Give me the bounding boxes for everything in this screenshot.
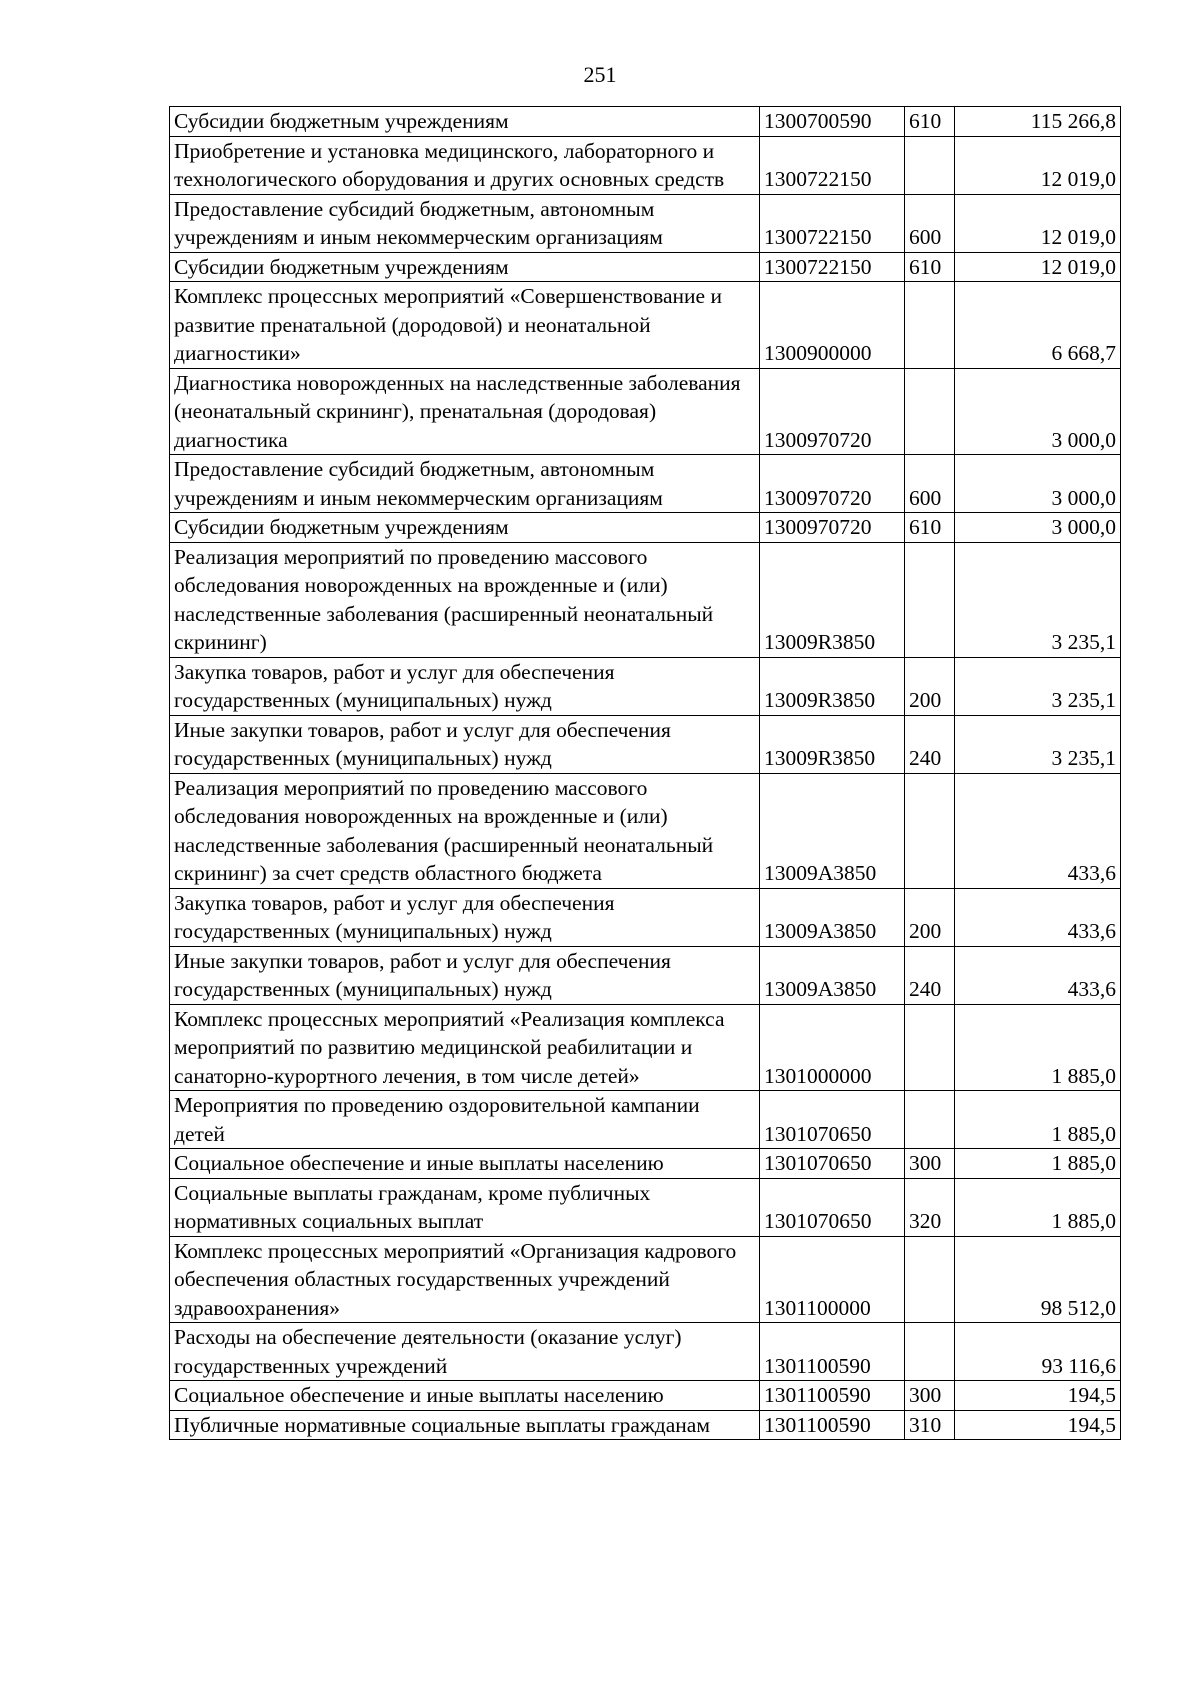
amount-cell: 3 000,0 (955, 455, 1121, 513)
expense-type-cell: 240 (905, 946, 955, 1004)
expense-type-cell: 300 (905, 1149, 955, 1179)
target-code-cell: 1300722150 (760, 252, 905, 282)
target-code-cell: 1300722150 (760, 136, 905, 194)
amount-cell: 3 235,1 (955, 542, 1121, 657)
target-code-cell: 13009A3850 (760, 773, 905, 888)
expense-name-cell: Субсидии бюджетным учреждениям (170, 252, 760, 282)
expense-name-cell: Закупка товаров, работ и услуг для обеспечения государственных (муниципальных) нужд (170, 657, 760, 715)
expense-name-cell: Предоставление субсидий бюджетным, автономным учреждениям и иным некоммерческим организациям (170, 194, 760, 252)
table-row (170, 194, 1121, 252)
amount-cell: 1 885,0 (955, 1149, 1121, 1179)
page-number: 251 (583, 62, 617, 87)
expense-name-cell: Расходы на обеспечение деятельности (оказание услуг) государственных учреждений (170, 1323, 760, 1381)
target-code-cell: 13009R3850 (760, 542, 905, 657)
expense-type-cell: 610 (905, 513, 955, 543)
table-row (170, 1149, 1121, 1179)
expense-type-cell: 610 (905, 252, 955, 282)
expense-type-cell: 310 (905, 1410, 955, 1440)
target-code-cell: 1301070650 (760, 1091, 905, 1149)
expense-type-cell (905, 368, 955, 455)
budget-table-body (170, 107, 1121, 1440)
amount-cell: 194,5 (955, 1381, 1121, 1411)
table-row (170, 1381, 1121, 1411)
expense-name-cell: Мероприятия по проведению оздоровительной кампании детей (170, 1091, 760, 1149)
expense-type-cell (905, 542, 955, 657)
table-row (170, 1004, 1121, 1091)
target-code-cell: 1300970720 (760, 368, 905, 455)
table-row (170, 1323, 1121, 1381)
target-code-cell: 1300700590 (760, 107, 905, 137)
amount-cell: 93 116,6 (955, 1323, 1121, 1381)
expense-name-cell: Субсидии бюджетным учреждениям (170, 513, 760, 543)
expense-type-cell: 600 (905, 194, 955, 252)
target-code-cell: 1301100590 (760, 1323, 905, 1381)
amount-cell: 194,5 (955, 1410, 1121, 1440)
expense-type-cell (905, 773, 955, 888)
expense-type-cell: 320 (905, 1178, 955, 1236)
amount-cell: 433,6 (955, 773, 1121, 888)
expense-name-cell: Комплекс процессных мероприятий «Реализация комплекса мероприятий по развитию медицинской реабилитации и санаторно-курортного лечения, в том числе детей» (170, 1004, 760, 1091)
table-row (170, 888, 1121, 946)
table-row (170, 282, 1121, 369)
table-row (170, 715, 1121, 773)
table-row (170, 657, 1121, 715)
table-row (170, 107, 1121, 137)
table-row (170, 513, 1121, 543)
expense-name-cell: Диагностика новорожденных на наследственные заболевания (неонатальный скрининг), пренатальная (дородовая) диагностика (170, 368, 760, 455)
amount-cell: 1 885,0 (955, 1004, 1121, 1091)
target-code-cell: 1301100590 (760, 1381, 905, 1411)
budget-table (169, 106, 1121, 1440)
amount-cell: 1 885,0 (955, 1178, 1121, 1236)
amount-cell: 12 019,0 (955, 194, 1121, 252)
expense-type-cell (905, 1323, 955, 1381)
amount-cell: 3 235,1 (955, 657, 1121, 715)
amount-cell: 433,6 (955, 888, 1121, 946)
amount-cell: 115 266,8 (955, 107, 1121, 137)
table-row (170, 946, 1121, 1004)
expense-type-cell: 600 (905, 455, 955, 513)
target-code-cell: 1300722150 (760, 194, 905, 252)
amount-cell: 6 668,7 (955, 282, 1121, 369)
expense-type-cell: 240 (905, 715, 955, 773)
expense-type-cell (905, 136, 955, 194)
expense-type-cell (905, 282, 955, 369)
target-code-cell: 13009A3850 (760, 946, 905, 1004)
expense-name-cell: Социальные выплаты гражданам, кроме публичных нормативных социальных выплат (170, 1178, 760, 1236)
target-code-cell: 1301100590 (760, 1410, 905, 1440)
expense-name-cell: Социальное обеспечение и иные выплаты населению (170, 1149, 760, 1179)
target-code-cell: 13009R3850 (760, 657, 905, 715)
amount-cell: 98 512,0 (955, 1236, 1121, 1323)
target-code-cell: 1300970720 (760, 455, 905, 513)
expense-name-cell: Закупка товаров, работ и услуг для обеспечения государственных (муниципальных) нужд (170, 888, 760, 946)
amount-cell: 433,6 (955, 946, 1121, 1004)
target-code-cell: 1300970720 (760, 513, 905, 543)
table-row (170, 1091, 1121, 1149)
expense-name-cell: Реализация мероприятий по проведению массового обследования новорожденных на врожденные и (или) наследственные заболевания (расширенный неонатальный скрининг) (170, 542, 760, 657)
expense-type-cell: 200 (905, 657, 955, 715)
target-code-cell: 1301100000 (760, 1236, 905, 1323)
expense-type-cell (905, 1091, 955, 1149)
amount-cell: 3 000,0 (955, 513, 1121, 543)
amount-cell: 12 019,0 (955, 252, 1121, 282)
expense-name-cell: Комплекс процессных мероприятий «Совершенствование и развитие пренатальной (дородовой) и неонатальной диагностики» (170, 282, 760, 369)
table-row (170, 252, 1121, 282)
target-code-cell: 1300900000 (760, 282, 905, 369)
amount-cell: 12 019,0 (955, 136, 1121, 194)
target-code-cell: 13009A3850 (760, 888, 905, 946)
expense-name-cell: Предоставление субсидий бюджетным, автономным учреждениям и иным некоммерческим организациям (170, 455, 760, 513)
expense-name-cell: Субсидии бюджетным учреждениям (170, 107, 760, 137)
expense-name-cell: Иные закупки товаров, работ и услуг для обеспечения государственных (муниципальных) нужд (170, 715, 760, 773)
target-code-cell: 1301070650 (760, 1178, 905, 1236)
expense-type-cell: 300 (905, 1381, 955, 1411)
table-row (170, 455, 1121, 513)
expense-name-cell: Социальное обеспечение и иные выплаты населению (170, 1381, 760, 1411)
expense-type-cell (905, 1004, 955, 1091)
table-row (170, 542, 1121, 657)
target-code-cell: 13009R3850 (760, 715, 905, 773)
amount-cell: 3 000,0 (955, 368, 1121, 455)
expense-type-cell: 200 (905, 888, 955, 946)
expense-name-cell: Комплекс процессных мероприятий «Организация кадрового обеспечения областных государственных учреждений здравоохранения» (170, 1236, 760, 1323)
table-row (170, 1236, 1121, 1323)
target-code-cell: 1301000000 (760, 1004, 905, 1091)
table-row (170, 1410, 1121, 1440)
expense-name-cell: Публичные нормативные социальные выплаты гражданам (170, 1410, 760, 1440)
table-row (170, 136, 1121, 194)
table-row (170, 1178, 1121, 1236)
expense-name-cell: Реализация мероприятий по проведению массового обследования новорожденных на врожденные и (или) наследственные заболевания (расширенный неонатальный скрининг) за счет средств областного бюджета (170, 773, 760, 888)
expense-name-cell: Приобретение и установка медицинского, лабораторного и технологического оборудования и других основных средств (170, 136, 760, 194)
expense-type-cell: 610 (905, 107, 955, 137)
amount-cell: 1 885,0 (955, 1091, 1121, 1149)
table-row (170, 773, 1121, 888)
table-row (170, 368, 1121, 455)
expense-type-cell (905, 1236, 955, 1323)
target-code-cell: 1301070650 (760, 1149, 905, 1179)
expense-name-cell: Иные закупки товаров, работ и услуг для обеспечения государственных (муниципальных) нужд (170, 946, 760, 1004)
amount-cell: 3 235,1 (955, 715, 1121, 773)
